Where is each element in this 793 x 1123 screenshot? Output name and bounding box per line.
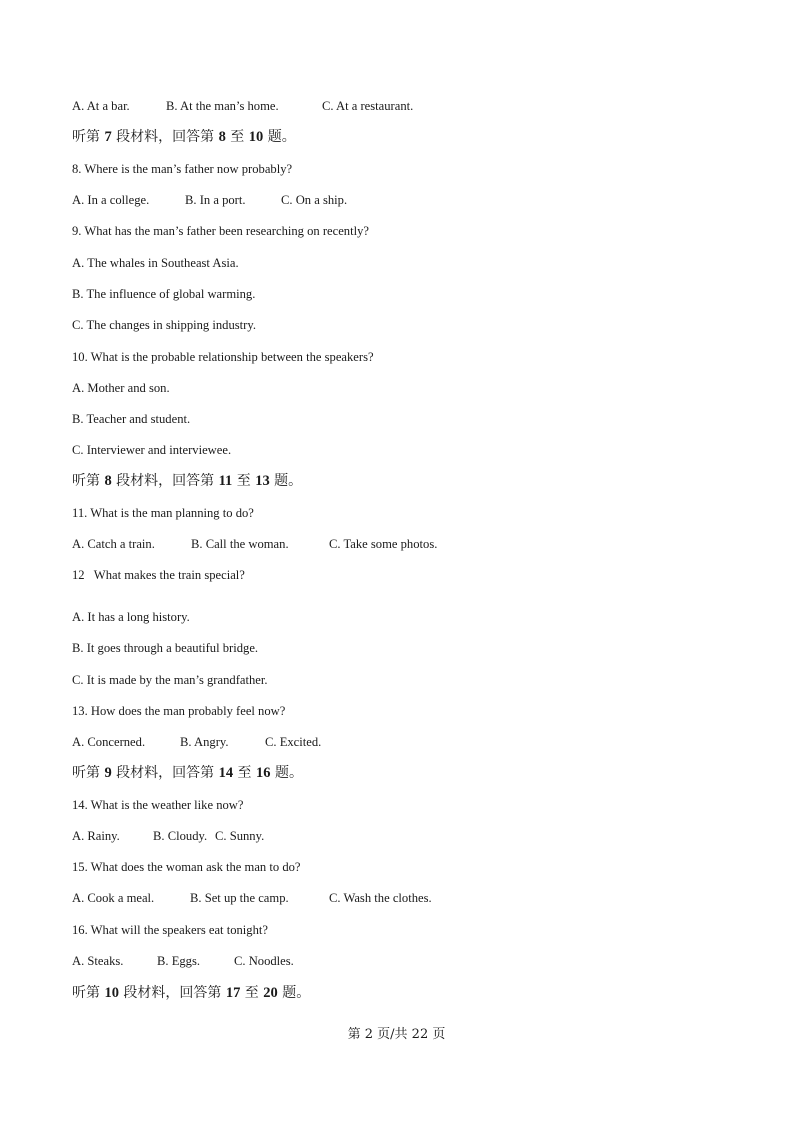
answer-option: C. Sunny. [215, 829, 265, 843]
answer-option-row: C. Interviewer and interviewee. [72, 443, 232, 457]
answer-option-row [72, 890, 432, 906]
answer-option: B. Angry. [180, 735, 229, 749]
heading-number: 8 [218, 129, 226, 145]
heading-text: 听第 [72, 129, 105, 145]
answer-option: C. Excited. [265, 735, 322, 749]
answer-option-row: C. The changes in shipping industry. [72, 318, 256, 332]
answer-option-row: A. It has a long history. [72, 610, 190, 624]
answer-option: A. Steaks. [72, 954, 124, 968]
answer-option: C. Take some photos. [329, 537, 438, 551]
heading-text: 段材料，回答第 [111, 129, 219, 145]
section-heading [72, 473, 302, 489]
heading-text: 题。 [269, 473, 303, 489]
heading-number: 14 [218, 765, 234, 781]
question-text: 12 What makes the train special? [72, 568, 245, 582]
heading-number: 11 [218, 473, 233, 489]
answer-option: A. Concerned. [72, 735, 146, 749]
answer-option-row: B. It goes through a beautiful bridge. [72, 641, 259, 655]
heading-number: 7 [104, 129, 112, 145]
question-text: 13. How does the man probably feel now? [72, 704, 286, 718]
answer-option: A. At a bar. [72, 99, 130, 113]
answer-option-row [72, 192, 347, 208]
answer-option: B. Set up the camp. [190, 891, 289, 905]
answer-option: C. Wash the clothes. [329, 891, 432, 905]
heading-text: 至 [240, 985, 264, 1001]
answer-option: B. In a port. [185, 193, 246, 207]
heading-number: 17 [225, 985, 241, 1001]
heading-text: 至 [233, 765, 257, 781]
question-text: 10. What is the probable relationship between the speakers? [72, 350, 374, 364]
answer-option-row [72, 734, 321, 750]
answer-option-row: C. It is made by the man’s grandfather. [72, 673, 268, 687]
page-footer: 第 2 页/共 22 页 [347, 1027, 446, 1042]
answer-option-row [72, 953, 294, 969]
question-text: 15. What does the woman ask the man to do? [72, 860, 301, 874]
answer-option-row: B. Teacher and student. [72, 412, 191, 426]
question-text: 16. What will the speakers eat tonight? [72, 923, 268, 937]
heading-number: 10 [248, 129, 264, 145]
answer-option-row [72, 536, 437, 552]
question-text: 8. Where is the man’s father now probably? [72, 162, 293, 176]
answer-option: B. Cloudy. [153, 829, 208, 843]
heading-text: 听第 [72, 765, 105, 781]
heading-number: 16 [256, 765, 271, 781]
heading-text: 至 [232, 473, 256, 489]
answer-option: C. On a ship. [281, 193, 348, 207]
heading-number: 9 [104, 765, 112, 781]
answer-option-row: A. Mother and son. [72, 381, 170, 395]
section-heading [72, 765, 303, 781]
answer-option: C. At a restaurant. [322, 99, 414, 113]
heading-text: 听第 [72, 985, 105, 1001]
heading-number: 10 [104, 985, 119, 1001]
heading-number: 13 [255, 473, 270, 489]
heading-text: 题。 [277, 985, 311, 1001]
heading-text: 段材料，回答第 [118, 985, 226, 1001]
question-text: 11. What is the man planning to do? [72, 506, 254, 520]
section-heading [72, 129, 296, 145]
answer-option: A. Catch a train. [72, 537, 155, 551]
answer-option: A. Rainy. [72, 829, 120, 843]
heading-text: 听第 [72, 473, 105, 489]
section-heading [72, 985, 310, 1001]
answer-option-row: B. The influence of global warming. [72, 287, 256, 301]
answer-option: C. Noodles. [234, 954, 294, 968]
answer-option: A. Cook a meal. [72, 891, 155, 905]
heading-text: 段材料，回答第 [111, 473, 219, 489]
heading-text: 至 [225, 129, 249, 145]
answer-option-row: A. The whales in Southeast Asia. [72, 256, 239, 270]
question-text: 14. What is the weather like now? [72, 798, 244, 812]
answer-option: B. Call the woman. [191, 537, 289, 551]
heading-number: 20 [263, 985, 278, 1001]
answer-option-row [72, 98, 413, 114]
heading-text: 题。 [263, 129, 296, 145]
answer-option: A. In a college. [72, 193, 150, 207]
answer-option: B. At the man’s home. [166, 99, 279, 113]
answer-option: B. Eggs. [157, 954, 201, 968]
heading-number: 8 [104, 473, 112, 489]
answer-option-row [72, 828, 264, 844]
heading-text: 段材料，回答第 [111, 765, 219, 781]
heading-text: 题。 [270, 765, 303, 781]
question-text: 9. What has the man’s father been researching on recently? [72, 224, 369, 238]
